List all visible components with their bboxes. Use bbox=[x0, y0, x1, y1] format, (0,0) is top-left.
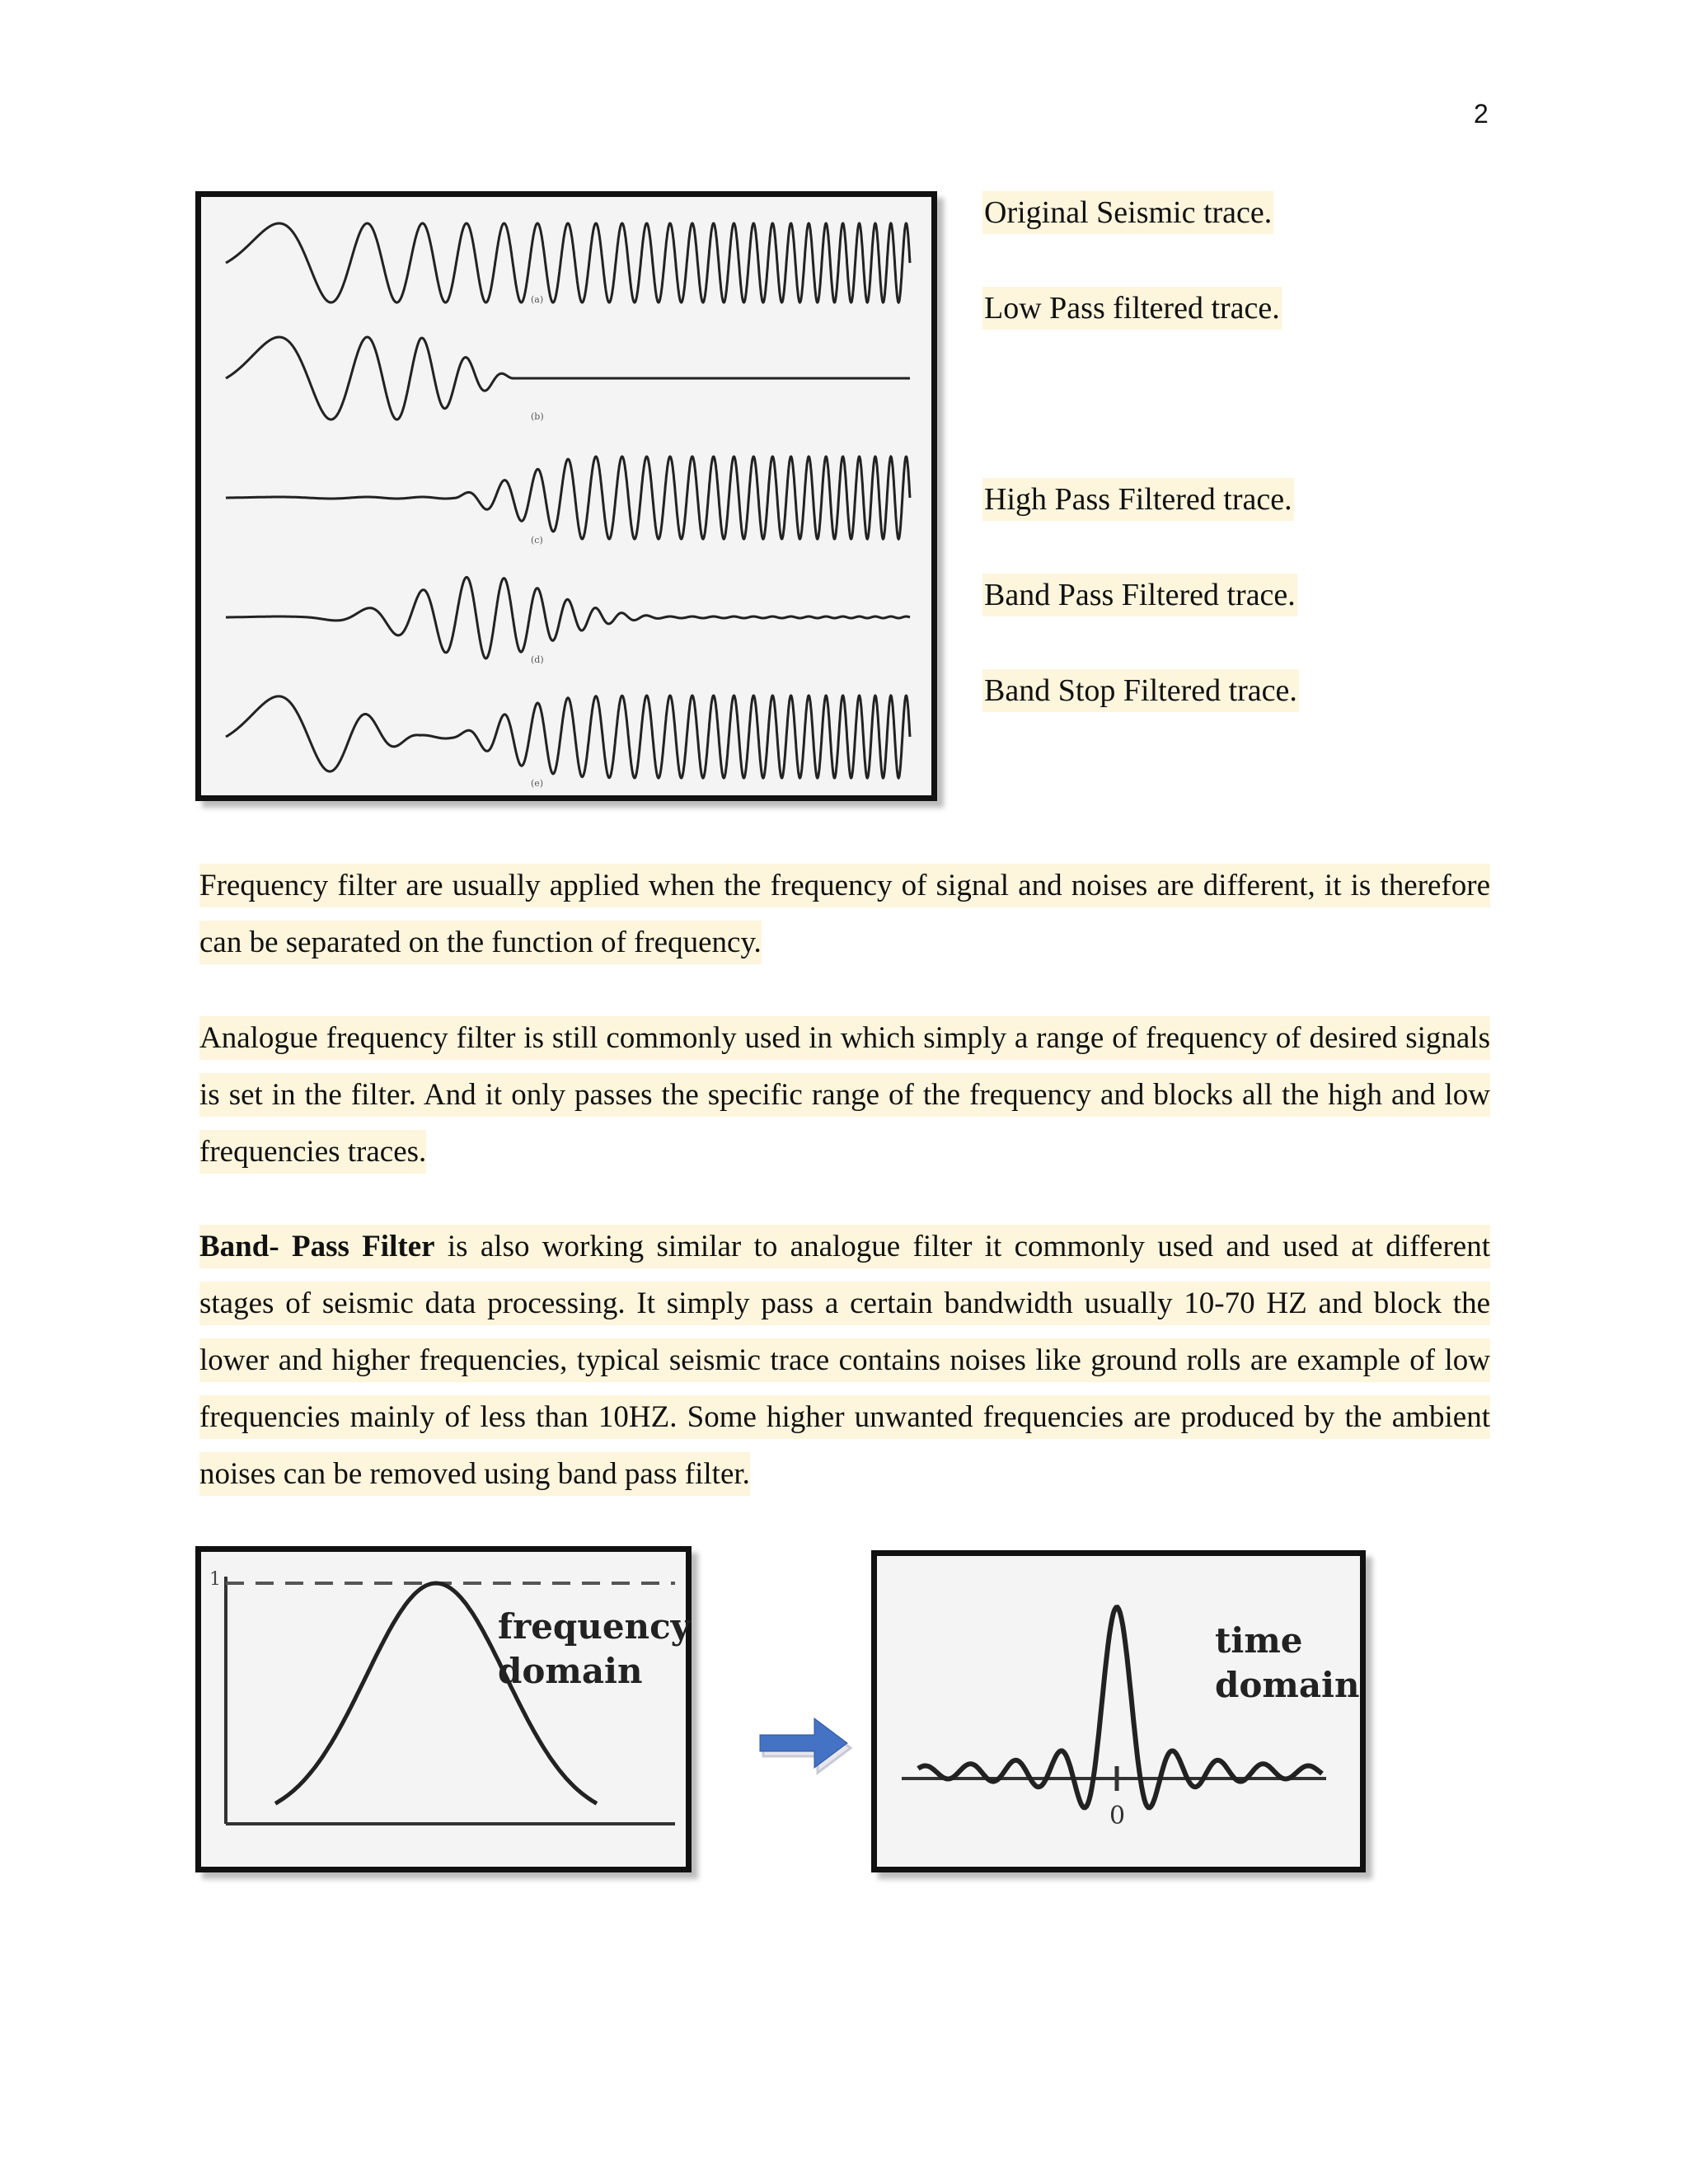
trace-original bbox=[226, 223, 910, 302]
band-pass-term: Band- Pass Filter bbox=[199, 1230, 435, 1263]
trace-band-pass bbox=[226, 577, 910, 658]
right-arrow-icon bbox=[757, 1702, 856, 1784]
frequency-domain-svg bbox=[201, 1552, 686, 1867]
time-domain-label bbox=[1215, 1619, 1360, 1708]
trace-caption-d: (d) bbox=[531, 654, 544, 665]
trace-label-high-pass: High Pass Filtered trace. bbox=[982, 478, 1294, 521]
trace-caption-a: (a) bbox=[531, 294, 544, 305]
paragraph-frequency-filter-text: Frequency filter are usually applied when the frequency of signal and noises are different, it is therefore can be separated on the function of frequency. bbox=[199, 864, 1490, 964]
frequency-domain-figure bbox=[195, 1546, 692, 1872]
trace-caption-c: (c) bbox=[531, 535, 543, 546]
frequency-label-line2: domain bbox=[498, 1651, 643, 1691]
time-zero-tick: 0 bbox=[1109, 1802, 1126, 1830]
trace-label-band-stop: Band Stop Filtered trace. bbox=[982, 669, 1299, 712]
paragraph-analogue-filter bbox=[199, 1010, 1490, 1180]
time-domain-svg bbox=[877, 1556, 1360, 1867]
paragraph-band-pass bbox=[199, 1218, 1490, 1502]
trace-low-pass bbox=[226, 337, 910, 419]
time-label-line1: time bbox=[1215, 1620, 1303, 1661]
paragraph-analogue-filter-text: Analogue frequency filter is still commonly used in which simply a range of frequency of desired signals is set in the filter. And it only passes the specific range of the frequency and blocks all the high and low frequencies traces. bbox=[199, 1016, 1490, 1174]
paragraph-band-pass-text: is also working similar to analogue filter it commonly used and used at different stages of seismic data processing. It simply pass a certain bandwidth usually 10-70 HZ and block the lower and higher frequencies, typical seismic trace contains noises like ground rolls are example of low frequencies mainly of less than 10HZ. Some higher unwanted frequencies are produced by the ambient noises can be removed using band pass filter. bbox=[199, 1230, 1490, 1491]
trace-band-stop bbox=[226, 696, 910, 778]
trace-high-pass bbox=[226, 457, 910, 539]
seismic-traces-figure bbox=[195, 191, 937, 801]
paragraph-frequency-filter bbox=[199, 857, 1490, 971]
page-number: 2 bbox=[1474, 99, 1489, 129]
time-domain-figure bbox=[871, 1550, 1366, 1872]
trace-caption-e: (e) bbox=[531, 778, 544, 789]
frequency-y-tick: 1 bbox=[209, 1569, 221, 1590]
time-label-line2: domain bbox=[1215, 1665, 1360, 1705]
frequency-domain-label bbox=[498, 1605, 691, 1694]
trace-label-band-pass: Band Pass Filtered trace. bbox=[982, 574, 1297, 616]
frequency-label-line1: frequency bbox=[498, 1606, 692, 1647]
trace-label-low-pass: Low Pass filtered trace. bbox=[982, 287, 1282, 330]
trace-caption-b: (b) bbox=[531, 411, 544, 422]
seismic-traces-svg bbox=[201, 197, 931, 795]
trace-label-original: Original Seismic trace. bbox=[982, 191, 1273, 234]
